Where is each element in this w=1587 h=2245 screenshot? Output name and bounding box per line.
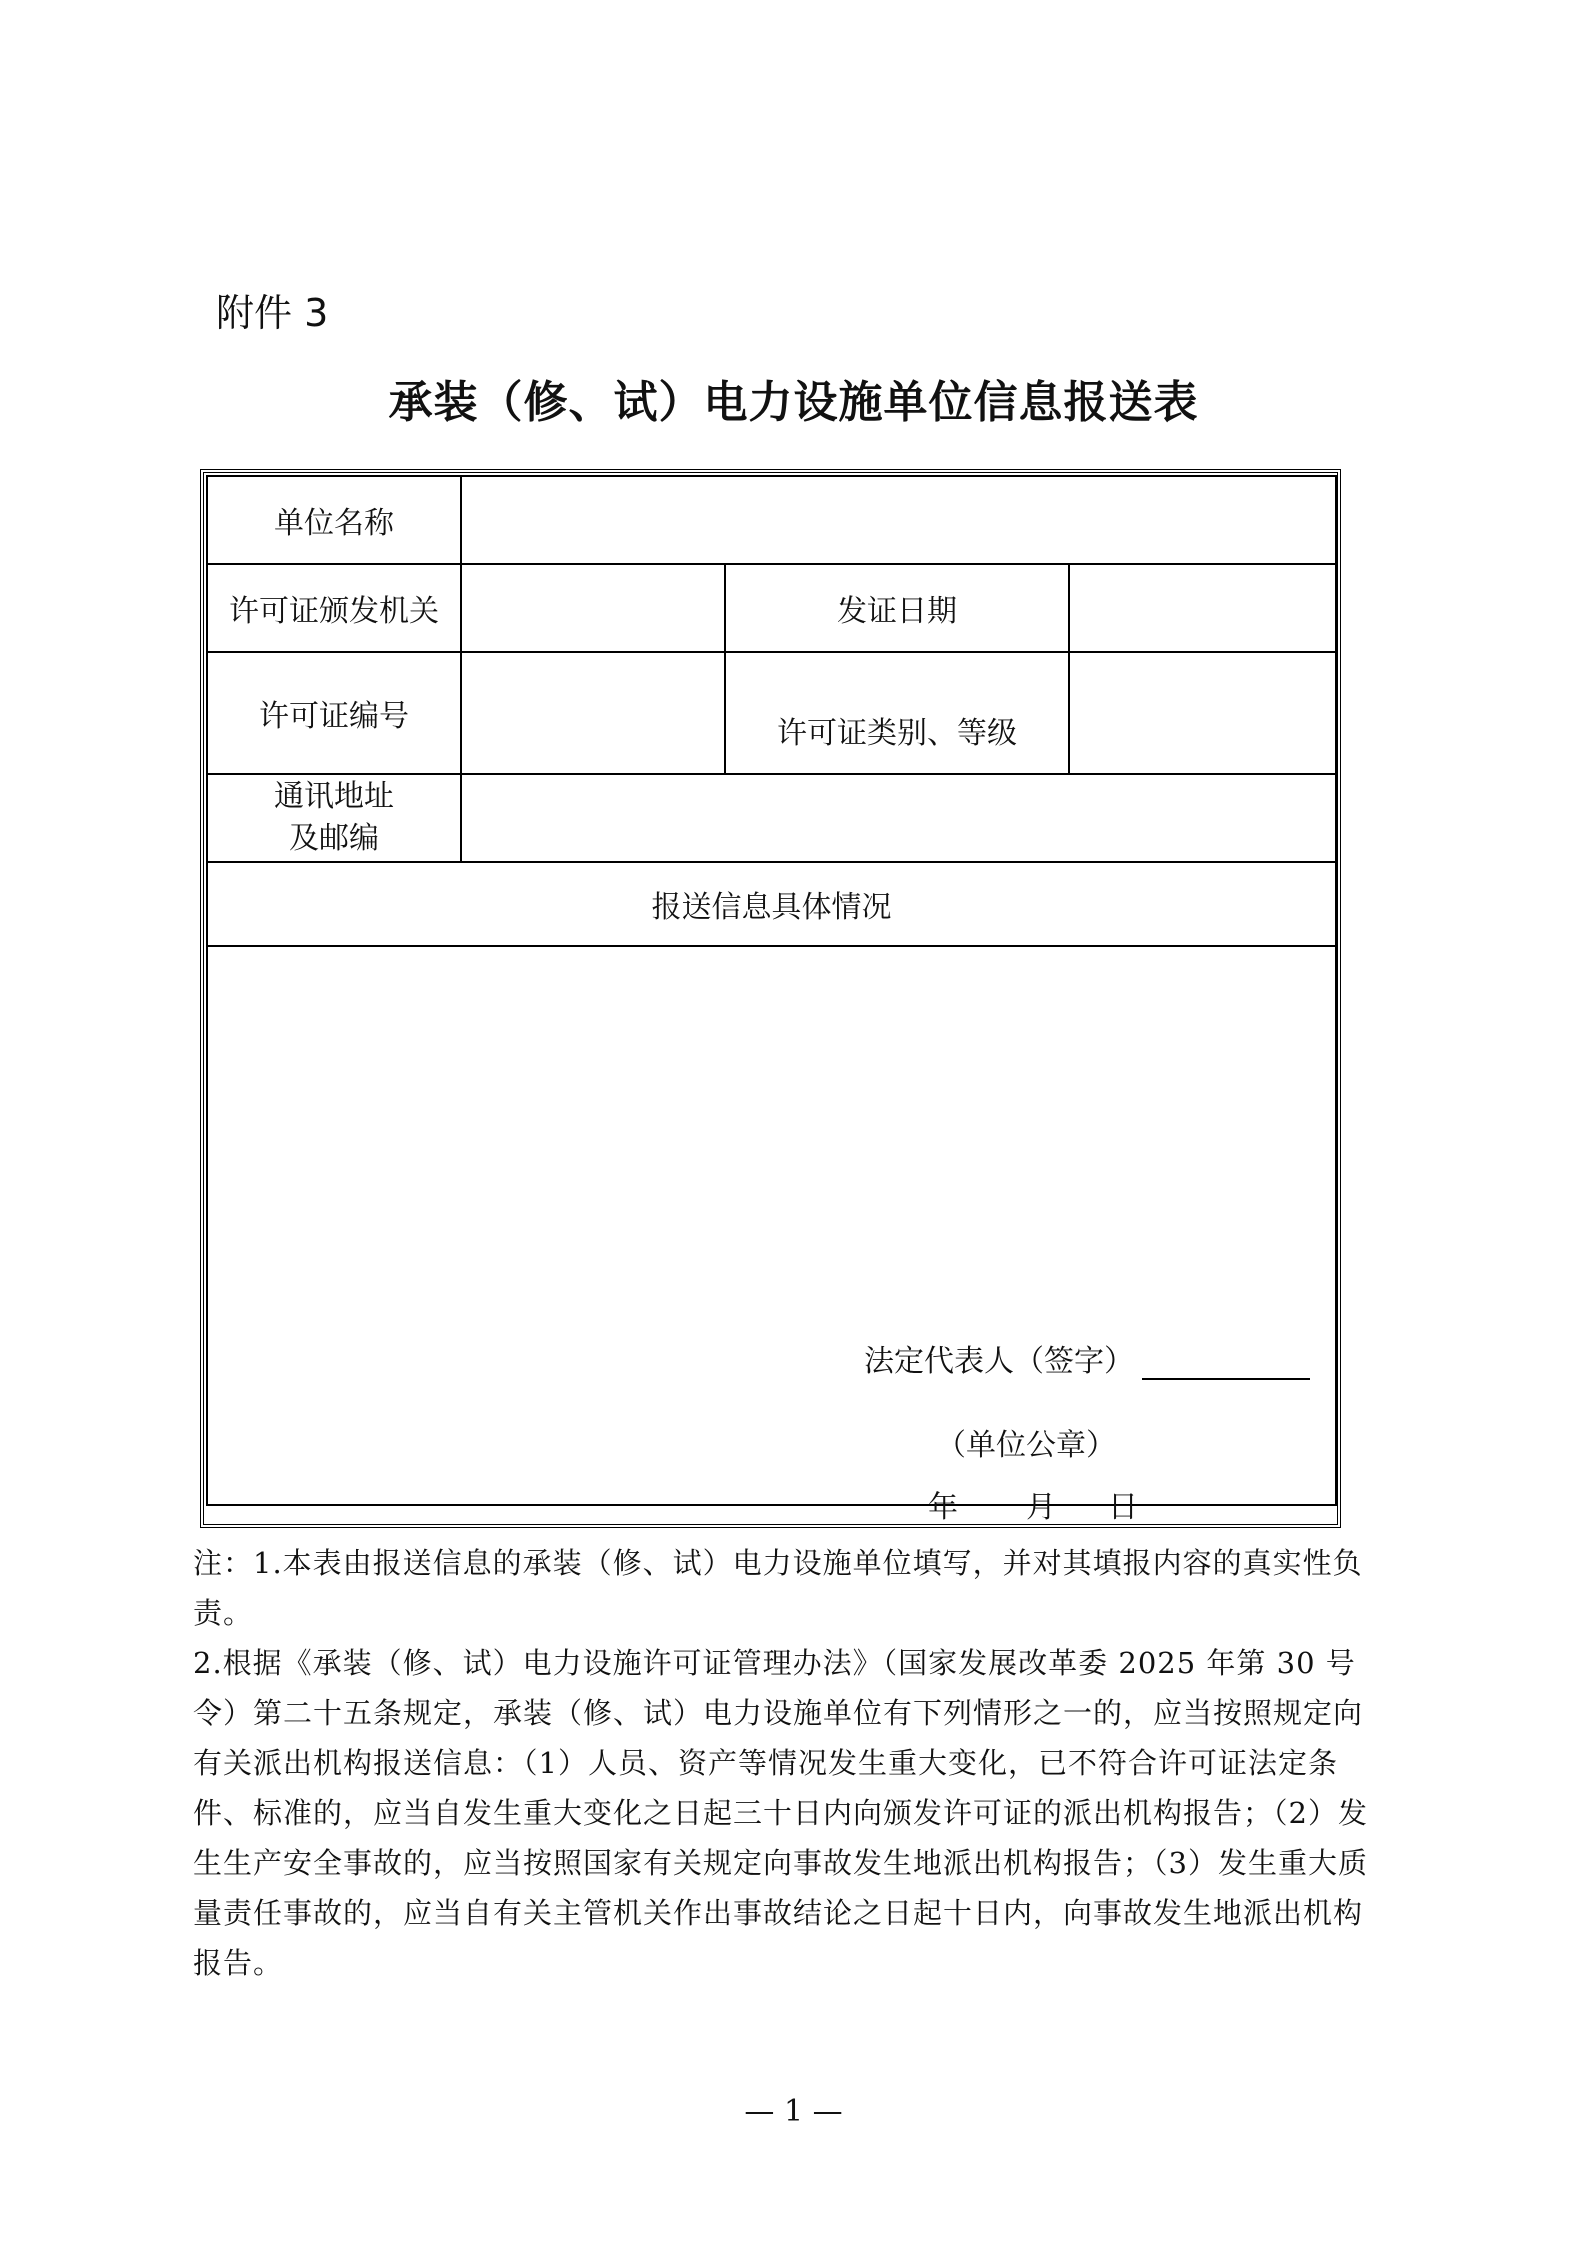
date-month: 月 bbox=[1026, 1490, 1056, 1525]
note-2: 2.根据《承装（修、试）电力设施许可证管理办法》（国家发展改革委 2025 年第 30 号令）第二十五条规定，承装（修、试）电力设施单位有下列情形之一的，应当按照规定向有关派出机构报送信息：（1）人员、资产等情况发生重大变化，已不符合许可证法定条件、标准的，应当自发生重大变化之日起三十日内向颁发许可证的派出机构报告；（2）发生生产安全事故的，应当按照国家有关规定向事故发生地派出机构报告；（3）发生重大质量责任事故的，应当自有关主管机关作出事故结论之日起十日内，向事故发生地派出机构报告。 bbox=[193, 1646, 1368, 1980]
form-container bbox=[206, 475, 1335, 1525]
unit-name-label: 单位名称 bbox=[207, 476, 461, 564]
details-header: 报送信息具体情况 bbox=[207, 862, 1336, 946]
license-authority-field[interactable] bbox=[461, 564, 725, 652]
signature-label: 法定代表人（签字） bbox=[864, 1344, 1134, 1379]
form-title: 承装（修、试）电力设施单位信息报送表 bbox=[388, 377, 1199, 428]
signature-line[interactable] bbox=[1142, 1346, 1310, 1380]
date-year: 年 bbox=[928, 1490, 958, 1525]
attachment-label: 附件 3 bbox=[216, 291, 329, 335]
unit-name-field[interactable] bbox=[461, 476, 1336, 564]
license-authority-label: 许可证颁发机关 bbox=[207, 564, 461, 652]
row-unit-name bbox=[207, 476, 1336, 564]
note-1: 注：1.本表由报送信息的承装（修、试）电力设施单位填写，并对其填报内容的真实性负责。 bbox=[193, 1546, 1363, 1630]
notes-section bbox=[193, 1538, 1383, 1988]
address-label bbox=[207, 774, 461, 862]
row-details-header bbox=[207, 862, 1336, 946]
address-label-line1: 通讯地址 bbox=[274, 779, 394, 814]
seal-label: （单位公章） bbox=[936, 1428, 1116, 1463]
row-license-number bbox=[207, 652, 1336, 774]
license-category-field[interactable] bbox=[1069, 652, 1336, 774]
page-number: — 1 — bbox=[744, 2094, 843, 2129]
address-field[interactable] bbox=[461, 774, 1336, 862]
row-address bbox=[207, 774, 1336, 862]
details-field[interactable] bbox=[207, 946, 1336, 1525]
row-license-authority bbox=[207, 564, 1336, 652]
issue-date-field[interactable] bbox=[1069, 564, 1336, 652]
license-number-label: 许可证编号 bbox=[207, 652, 461, 774]
issue-date-label: 发证日期 bbox=[725, 564, 1069, 652]
row-details-body bbox=[207, 946, 1336, 1505]
address-label-line2: 及邮编 bbox=[289, 821, 379, 856]
date-day: 日 bbox=[1108, 1490, 1138, 1525]
info-form-table bbox=[206, 475, 1337, 1525]
signature-block bbox=[864, 1336, 1310, 1380]
license-category-label: 许可证类别、等级 bbox=[725, 652, 1069, 774]
license-number-field[interactable] bbox=[461, 652, 725, 774]
